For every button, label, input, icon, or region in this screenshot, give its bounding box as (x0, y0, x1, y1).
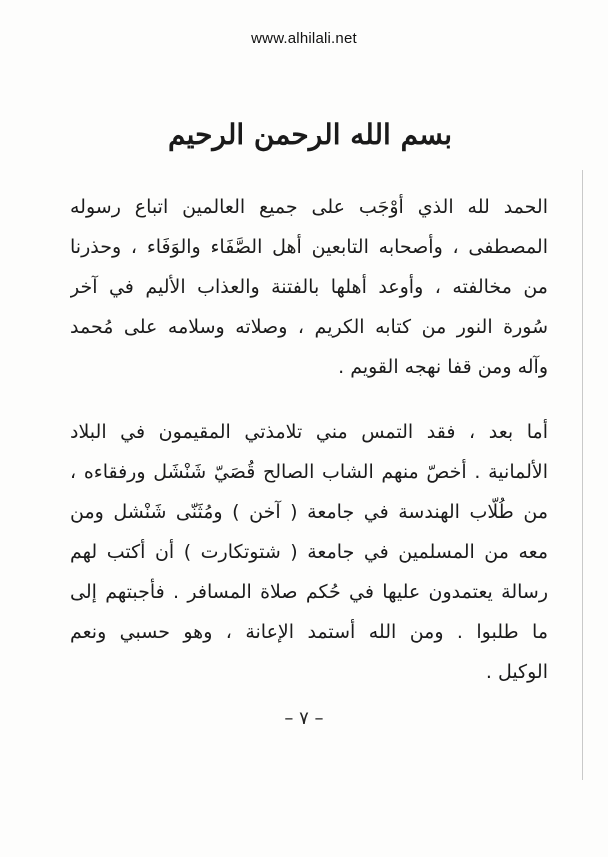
text-line: أما بعد ، فقد التمس مني تلامذتي المقيمون في البلاد (70, 421, 548, 443)
text-line: من مخالفته ، وأوعد أهلها بالفتنة والعذاب الأليم في آخر (70, 276, 548, 298)
page-number: – ٧ – (284, 708, 324, 729)
text-line: وآله ومن قفا نهجه القويم . (338, 356, 548, 378)
text-line: سُورة النور من كتابه الكريم ، وصلاته وسلامه على مُحمد (70, 316, 548, 338)
text-line: من طُلّاب الهندسة في جامعة ( آخن ) ومُثَنّى شَنْشل ومن (70, 501, 548, 523)
paragraph-praise (70, 187, 548, 387)
text-line: الألمانية . أخصّ منهم الشاب الصالح قُصَيّ شَنْشَل ورفقاءه ، (70, 461, 548, 483)
text-line: المصطفى ، وأصحابه التابعين أهل الصَّفَاء والوَفَاء ، وحذرنا (70, 236, 548, 258)
text-line: رسالة يعتمدون عليها في حُكم صلاة المسافر . فأجبتهم إلى (70, 581, 548, 603)
text-line: معه من المسلمين في جامعة ( شتوتكارت ) أن أكتب لهم (70, 541, 548, 563)
basmala-heading: بسم الله الرحمن الرحيم (168, 118, 452, 151)
paragraph-request (70, 412, 548, 692)
text-line: ما طلبوا . ومن الله أستمد الإعانة ، وهو حسبي ونعم (70, 621, 548, 643)
scan-edge-line (582, 170, 583, 780)
text-line: الحمد لله الذي أوْجَب على جميع العالمين اتباع رسوله (70, 196, 548, 218)
text-line: الوكيل . (485, 661, 548, 683)
website-url: www.alhilali.net (251, 30, 357, 47)
